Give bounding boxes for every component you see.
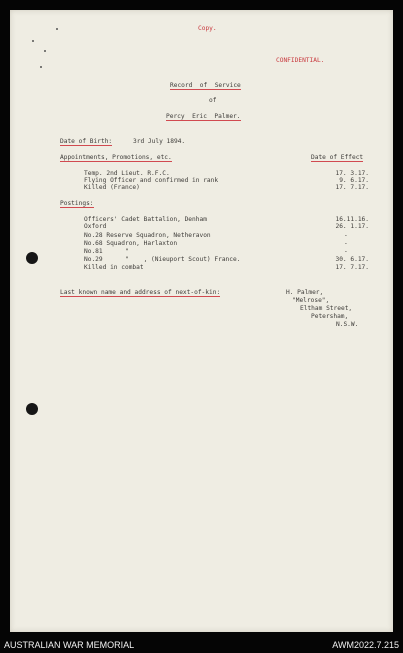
postings-heading: Postings: [60,200,94,207]
confidential-label: CONFIDENTIAL. [276,57,325,64]
posting-text: Killed in combat [84,264,144,271]
date-of-effect-heading: Date of Effect [311,154,364,161]
address-line: H. Palmer, [286,289,324,296]
posting-date: 30. 6.17. [335,256,369,263]
appointment-text: Killed (France) [84,184,140,191]
dob-label: Date of Birth: [60,138,113,145]
footer-accession-number: AWM2022.7.215 [332,640,399,650]
appointment-text: Temp. 2nd Lieut. R.F.C. [84,170,170,177]
posting-text: No.29 " , (Nieuport Scout) France. [84,256,241,263]
title-record-of-service: Record of Service [170,82,241,89]
footer-institution: AUSTRALIAN WAR MEMORIAL [4,640,135,650]
appointments-heading: Appointments, Promotions, etc. [60,154,172,161]
appointment-date: 9. 6.17. [339,177,369,184]
title-of: of [209,97,217,104]
paper-speck [56,28,58,30]
appointment-date: 17. 7.17. [335,184,369,191]
appointment-date: 17. 3.17. [335,170,369,177]
address-line: Petersham, [311,313,349,320]
address-line: Eltham Street, [300,305,353,312]
paper-speck [44,50,46,52]
posting-text: No.81 " [84,248,129,255]
posting-date: 17. 7.17. [335,264,369,271]
address-line: "Melrose", [292,297,330,304]
posting-date: - [344,240,348,247]
posting-text: No.28 Reserve Squadron, Netheravon [84,232,211,239]
posting-date: - [344,248,348,255]
punch-hole [26,403,38,415]
posting-text: Oxford [84,223,107,230]
posting-date: 26. 1.17. [335,223,369,230]
punch-hole [26,252,38,264]
copy-label: Copy. [198,25,217,32]
appointment-text: Flying Officer and confirmed in rank [84,177,219,184]
posting-date: - [344,232,348,239]
posting-date: 16.11.16. [335,216,369,223]
next-of-kin-label: Last known name and address of next-of-kin: [60,289,221,296]
title-name: Percy Eric Palmer. [166,113,241,120]
address-line: N.S.W. [336,321,359,328]
posting-text: No.68 Squadron, Harlaxton [84,240,178,247]
posting-text: Officers' Cadet Battalion, Denham [84,216,207,223]
paper-speck [32,40,34,42]
dob-value: 3rd July 1894. [133,138,186,145]
paper-speck [40,66,42,68]
